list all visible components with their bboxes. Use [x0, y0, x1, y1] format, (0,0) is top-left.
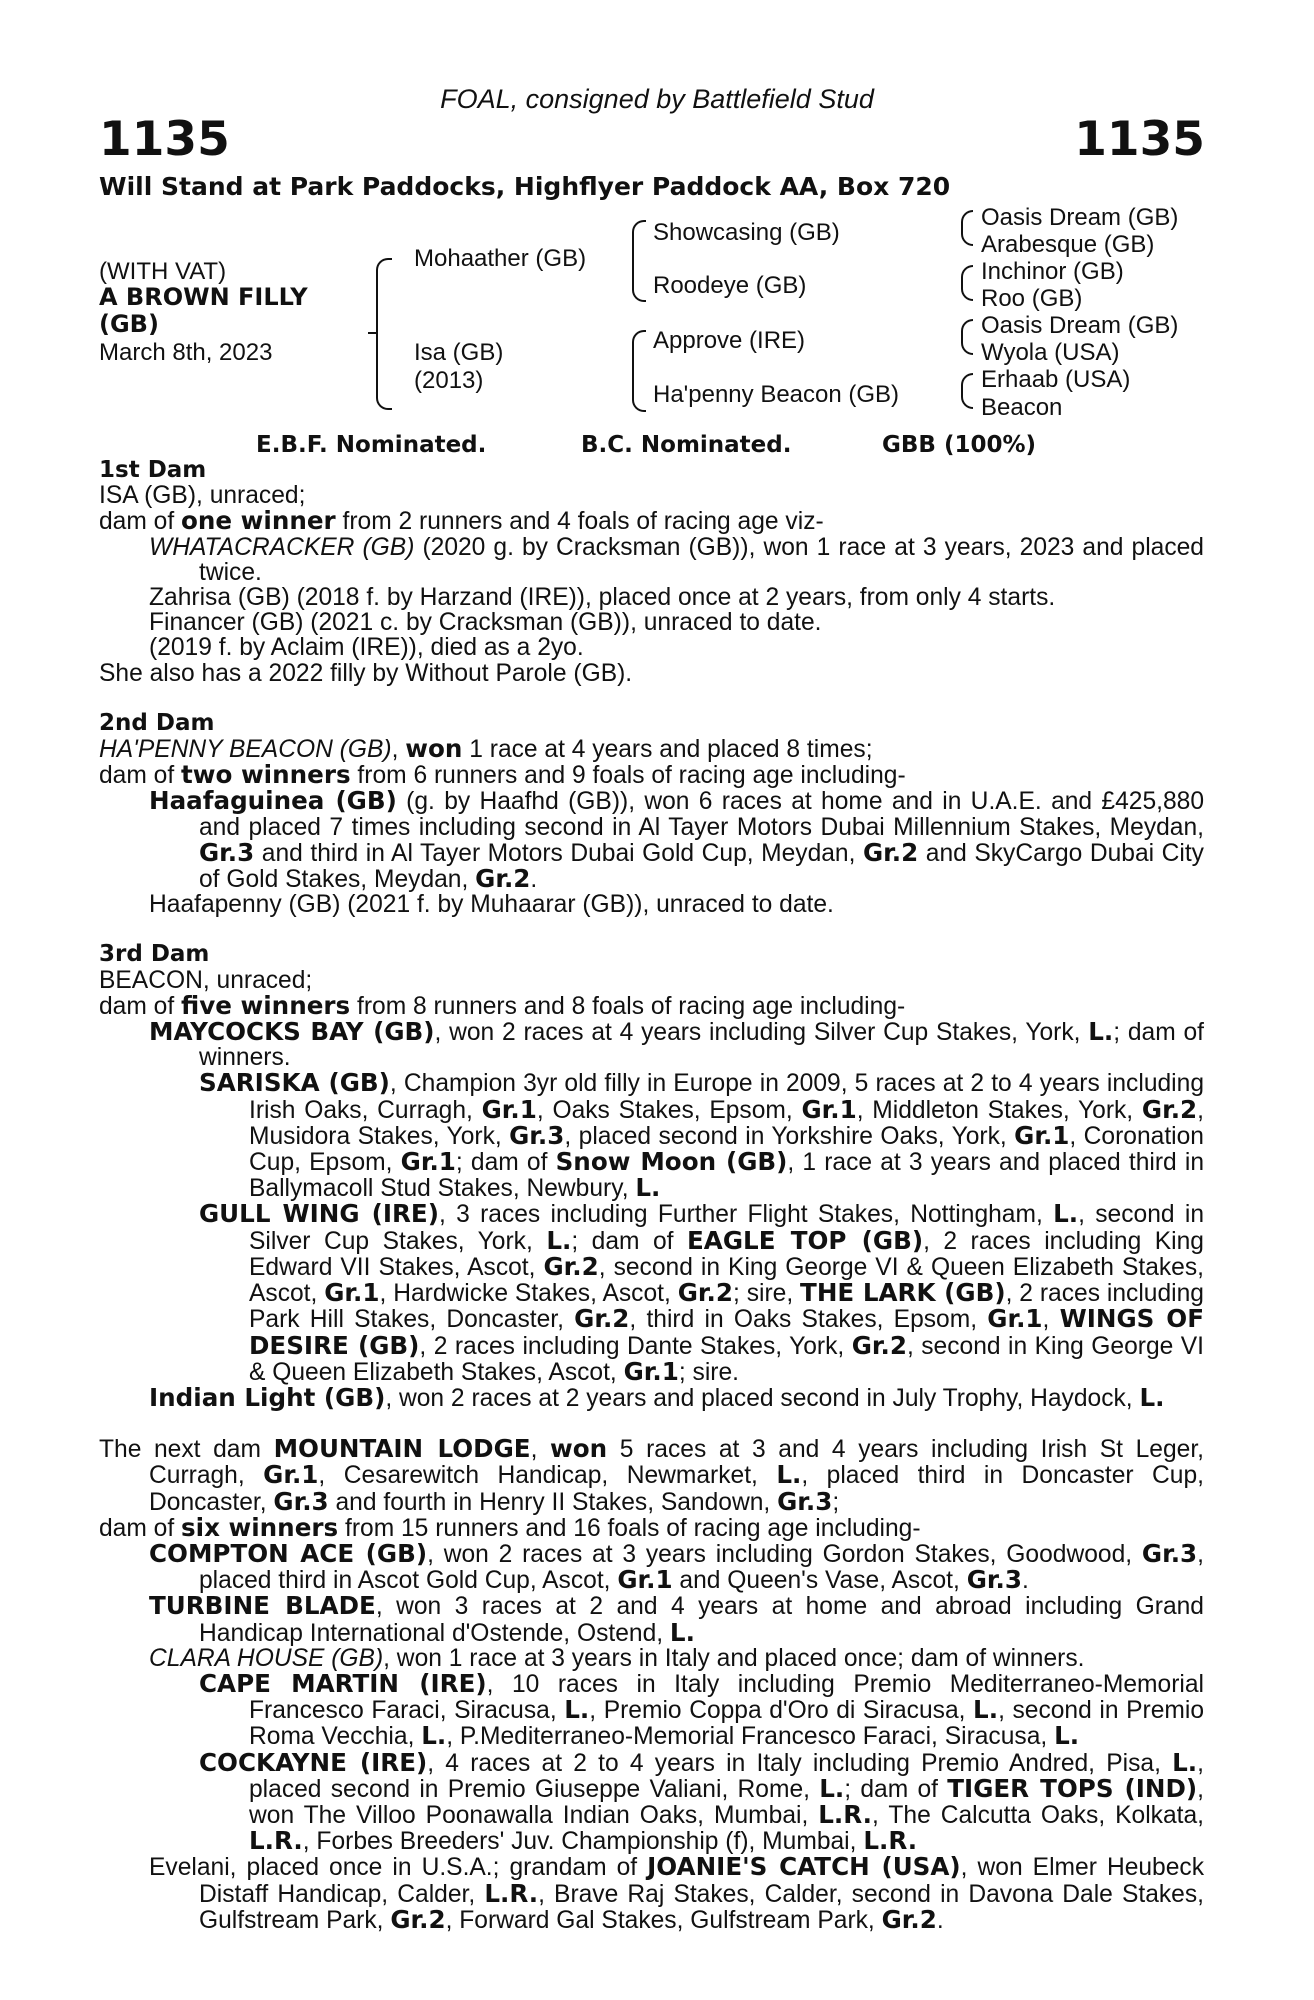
first-dam-produce-2: Zahrisa (GB) (2018 f. by Harzand (IRE)), placed once at 2 years, from only 4 starts. — [149, 584, 1056, 612]
pedigree-g6: Wyola (USA) — [981, 339, 1120, 366]
second-dam-produce-1: Haafaguinea (GB) (g. by Haafhd (GB)), won 6 races at home and in U.A.E. and £425,880 and placed 7 times including second in Al Tayer Motors Dubai Millennium Stakes, Meydan, Gr.3 and third in Al Tayer Motors Dubai Gold Cup, Meydan, Gr.2 and SkyCargo Dubai City of Gold Stakes, Meydan, Gr.2. — [149, 786, 1204, 894]
fourth-dam-produce-5: COCKAYNE (IRE), 4 races at 2 to 4 years in Italy including Premio Andred, Pisa, L., placed second in Premio Giuseppe Valiani, Rome, L.; dam of TIGER TOPS (IND), won The Villoo Poonawalla Indian Oaks, Mumbai, L.R., The Calcutta Oaks, Kolkata, L.R., Forbes Breeders' Juv. Championship (f), Mumbai, L.R. — [199, 1747, 1205, 1856]
third-dam-heading: 3rd Dam — [99, 941, 210, 968]
catalogue-body — [99, 458, 1204, 1933]
horse-description: A BROWN FILLY — [99, 283, 308, 311]
pedigree-brace-sire — [632, 220, 646, 302]
third-dam-produce-4: Indian Light (GB), won 2 races at 2 years and placed second in July Trophy, Haydock, L. — [149, 1382, 1165, 1412]
second-dam-heading: 2nd Dam — [99, 709, 215, 736]
pedigree-g4: Roo (GB) — [981, 285, 1083, 312]
pedigree-g7: Erhaab (USA) — [981, 366, 1131, 393]
pedigree-sire: Mohaather (GB) — [414, 245, 587, 272]
third-dam-produce-2: SARISKA (GB), Champion 3yr old filly in Europe in 2009, 5 races at 2 to 4 years including Irish Oaks, Curragh, Gr.1, Oaks Stakes, Epsom, Gr.1, Middleton Stakes, York, Gr.2, Musidora Stakes, York, Gr.3, placed second in Yorkshire Oaks, York, Gr.1, Coronation Cup, Epsom, Gr.1; dam of Snow Moon (GB), 1 race at 3 years and placed third in Ballymacoll Stud Stakes, Newbury, L. — [199, 1068, 1205, 1203]
pedigree-dam: Isa (GB) — [414, 339, 504, 366]
pedigree-brace-g2 — [961, 265, 973, 301]
second-dam-para-2: dam of two winners from 6 runners and 9 foals of racing age including- — [99, 760, 906, 790]
horse-description-country: (GB) — [99, 310, 159, 338]
stand-location: Will Stand at Park Paddocks, Highflyer Paddock AA, Box 720 — [99, 172, 951, 201]
pedigree-dam-dam: Ha'penny Beacon (GB) — [653, 381, 900, 408]
consignment-line: FOAL, consigned by Battlefield Stud — [440, 84, 874, 114]
first-dam-produce-5: She also has a 2022 filly by Without Parole (GB). — [99, 659, 633, 687]
pedigree-g8: Beacon — [981, 394, 1063, 421]
pedigree-g1: Oasis Dream (GB) — [981, 204, 1179, 231]
third-dam-para-2: dam of five winners from 8 runners and 8 foals of racing age including- — [99, 990, 906, 1020]
ebf-nomination: E.B.F. Nominated. — [256, 432, 487, 458]
lot-number-right: 1135 — [1074, 112, 1205, 167]
pedigree-sire-dam: Roodeye (GB) — [653, 272, 807, 299]
pedigree-brace-g4 — [961, 373, 973, 409]
fourth-dam-produce-6: Evelani, placed once in U.S.A.; grandam of JOANIE'S CATCH (USA), won Elmer Heubeck Distaff Handicap, Calder, L.R., Brave Raj Stakes, Calder, second in Davona Dale Stakes, Gulfstream Park, Gr.2, Forward Gal Stakes, Gulfstream Park, Gr.2. — [149, 1852, 1205, 1934]
pedigree-sire-sire: Showcasing (GB) — [653, 219, 840, 246]
fourth-dam-produce-4: CAPE MARTIN (IRE), 10 races in Italy including Premio Mediterraneo-Memorial Francesco Faraci, Siracusa, L., Premio Coppa d'Oro di Siracusa, L., second in Premio Roma Vecchia, L., P.Mediterraneo-Memorial Francesco Faraci, Siracusa, L. — [199, 1668, 1205, 1751]
third-dam-produce-1: MAYCOCKS BAY (GB), won 2 races at 4 years including Silver Cup Stakes, York, L.; dam of winners. — [149, 1017, 1205, 1072]
first-dam-para-1: ISA (GB), unraced; — [99, 482, 306, 510]
fourth-dam-produce-1: COMPTON ACE (GB), won 2 races at 3 years including Gordon Stakes, Goodwood, Gr.3, placed third in Ascot Gold Cup, Ascot, Gr.1 and Queen's Vase, Ascot, Gr.3. — [149, 1538, 1204, 1595]
lot-number-left: 1135 — [99, 112, 230, 167]
first-dam-produce-3: Financer (GB) (2021 c. by Cracksman (GB)), unraced to date. — [149, 609, 822, 637]
pedigree-dam-year: (2013) — [414, 367, 484, 394]
third-dam-produce-3: GULL WING (IRE), 3 races including Further Flight Stakes, Nottingham, L., second in Silver Cup Stakes, York, L.; dam of EAGLE TOP (GB), 2 races including King Edward VII Stakes, Ascot, Gr.2, second in King George VI & Queen Elizabeth Stakes, Ascot, Gr.1, Hardwicke Stakes, Ascot, Gr.2; sire, THE LARK (GB), 2 races including Park Hill Stakes, Doncaster, Gr.2, third in Oaks Stakes, Epsom, Gr.1, WINGS OF DESIRE (GB), 2 races including Dante Stakes, York, Gr.2, second in King George VI & Queen Elizabeth Stakes, Ascot, Gr.1; sire. — [199, 1199, 1205, 1386]
first-dam-produce-1: WHATACRACKER (GB) (2020 g. by Cracksman (GB)), won 1 race at 3 years, 2023 and placed twice. — [149, 533, 1204, 586]
gbb-status: GBB (100%) — [882, 432, 1037, 458]
first-dam-produce-4: (2019 f. by Aclaim (IRE)), died as a 2yo. — [149, 634, 584, 662]
pedigree-brace-g1 — [961, 210, 973, 246]
fourth-dam-produce-3: CLARA HOUSE (GB), won 1 race at 3 years in Italy and placed once; dam of winners. — [149, 1644, 1085, 1672]
pedigree-g3: Inchinor (GB) — [981, 258, 1124, 285]
pedigree-brace-gen1 — [376, 258, 392, 410]
fourth-dam-produce-2: TURBINE BLADE, won 3 races at 2 and 4 years at home and abroad including Grand Handicap International d'Ostende, Ostend, L. — [149, 1591, 1204, 1647]
foaling-date: March 8th, 2023 — [99, 339, 273, 366]
second-dam-para-1: HA'PENNY BEACON (GB), won 1 race at 4 years and placed 8 times; — [99, 734, 873, 764]
pedigree-g5: Oasis Dream (GB) — [981, 312, 1179, 339]
pedigree-brace-tick — [368, 332, 378, 334]
first-dam-heading: 1st Dam — [99, 457, 207, 483]
fourth-dam-para-2: dam of six winners from 15 runners and 16 foals of racing age including- — [99, 1512, 921, 1542]
third-dam-para-1: BEACON, unraced; — [99, 966, 313, 994]
first-dam-para-2: dam of one winner from 2 runners and 4 foals of racing age viz- — [99, 506, 824, 536]
pedigree-dam-sire: Approve (IRE) — [653, 327, 806, 354]
pedigree-g2: Arabesque (GB) — [981, 231, 1155, 258]
pedigree-brace-dam — [632, 330, 646, 412]
pedigree-brace-g3 — [961, 319, 973, 355]
bc-nomination: B.C. Nominated. — [581, 432, 792, 458]
second-dam-produce-2: Haafapenny (GB) (2021 f. by Muhaarar (GB)), unraced to date. — [149, 891, 834, 919]
vat-note: (WITH VAT) — [99, 258, 227, 285]
fourth-dam-para-1: The next dam MOUNTAIN LODGE, won 5 races at 3 and 4 years including Irish St Leger, Curragh, Gr.1, Cesarewitch Handicap, Newmarket, L., placed third in Doncaster Cup, Doncaster, Gr.3 and fourth in Henry II Stakes, Sandown, Gr.3; — [99, 1434, 1205, 1516]
